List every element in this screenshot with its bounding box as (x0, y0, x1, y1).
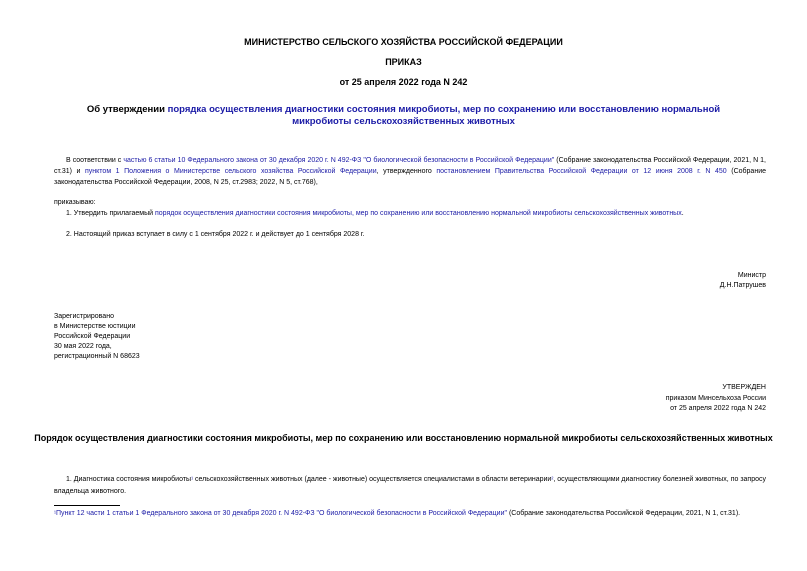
footnote-divider (54, 505, 120, 506)
registration-line-1: Зарегистрировано (54, 313, 114, 320)
order-title (70, 104, 737, 128)
para-1-text-3: , осуществляющими диагностику болезней животных, по запросу владельца животного. (54, 476, 767, 495)
procedure-paragraph-1 (54, 474, 766, 497)
date-number-heading: от 25 апреля 2022 года N 242 (339, 77, 468, 87)
para-1-text-2: сельскохозяйственных животных (далее - животные) осуществляется специалистами в области ветеринарии (193, 476, 552, 483)
signature-name: Д.Н.Патрушев (719, 282, 766, 289)
preamble-text-1: В соответствии с (66, 157, 124, 164)
footnote-1 (54, 508, 766, 520)
footnote-1-tail: (Собрание законодательства Российской Федерации, 2021, N 1, ст.31). (507, 510, 741, 517)
item-1 (66, 208, 766, 219)
ministry-heading: МИНИСТЕРСТВО СЕЛЬСКОГО ХОЗЯЙСТВА РОССИЙСКОЙ ФЕДЕРАЦИИ (244, 37, 563, 47)
registration-line-2: в Министерстве юстиции (54, 323, 136, 330)
signature-position: Министр (737, 272, 766, 279)
para-1-text-1: 1. Диагностика состояния микробиоты (66, 476, 192, 483)
government-decree-link[interactable]: постановлением Правительства Российской Федерации от 12 июня 2008 г. N 450 (436, 168, 727, 175)
procedure-link[interactable]: порядок осуществления диагностики состояния микробиоты, мер по сохранению или восстановлению нормальной микробиоты сельскохозяйственных животных (154, 210, 682, 217)
registration-line-4: 30 мая 2022 года, (54, 343, 112, 350)
order-word: приказываю: (54, 199, 96, 206)
ministry-regulation-link[interactable]: пунктом 1 Положения о Министерстве сельского хозяйства Российской Федерации (85, 168, 377, 175)
preamble-text-4: (Собрание законодательства Российской Федерации, 2008, N 25, ст.2983; 2022, N 5, ст.768), (54, 168, 766, 186)
item-1-end: . (681, 210, 684, 217)
item-1-text: 1. Утвердить прилагаемый (66, 210, 155, 217)
procedure-title: Порядок осуществления диагностики состояния микробиоты, мер по сохранению или восстановлению нормальной микробиоты сельскохозяйственных животных (34, 433, 773, 443)
approved-line-2: приказом Минсельхоза России (665, 395, 766, 402)
preamble-text-2: (Собрание законодательства Российской Федерации, 2021, N 1, ст.31) и (54, 157, 767, 175)
registration-line-3: Российской Федерации (54, 333, 131, 340)
order-title-link[interactable]: порядка осуществления диагностики состояния микробиоты, мер по сохранению или восстановлению нормальной микробиоты сельскохозяйственных животных (167, 104, 721, 127)
registration-line-5: регистрационный N 68623 (54, 353, 140, 360)
doc-type-heading: ПРИКАЗ (385, 57, 422, 67)
order-title-prefix: Об утверждении (86, 104, 168, 115)
footnote-ref-1[interactable]: ¹ (191, 477, 194, 483)
preamble-text-3: , утвержденного (376, 168, 437, 175)
law-492-link[interactable]: частью 6 статьи 10 Федерального закона от 30 декабря 2020 г. N 492-ФЗ "О биологической безопасности в Российской Федерации" (123, 157, 555, 164)
footnote-ref-2[interactable]: ² (551, 477, 554, 483)
item-2: 2. Настоящий приказ вступает в силу с 1 сентября 2022 г. и действует до 1 сентября 2028 г. (66, 231, 365, 238)
approved-line-3: от 25 апреля 2022 года N 242 (670, 405, 766, 412)
approved-line-1: УТВЕРЖДЕН (722, 384, 766, 391)
footnote-1-mark: ¹ (54, 511, 56, 517)
preamble-paragraph (54, 155, 766, 188)
footnote-1-link[interactable]: Пункт 12 части 1 статьи 1 Федерального закона от 30 декабря 2020 г. N 492-ФЗ "О биологической безопасности в Российской Федерации" (56, 510, 507, 517)
